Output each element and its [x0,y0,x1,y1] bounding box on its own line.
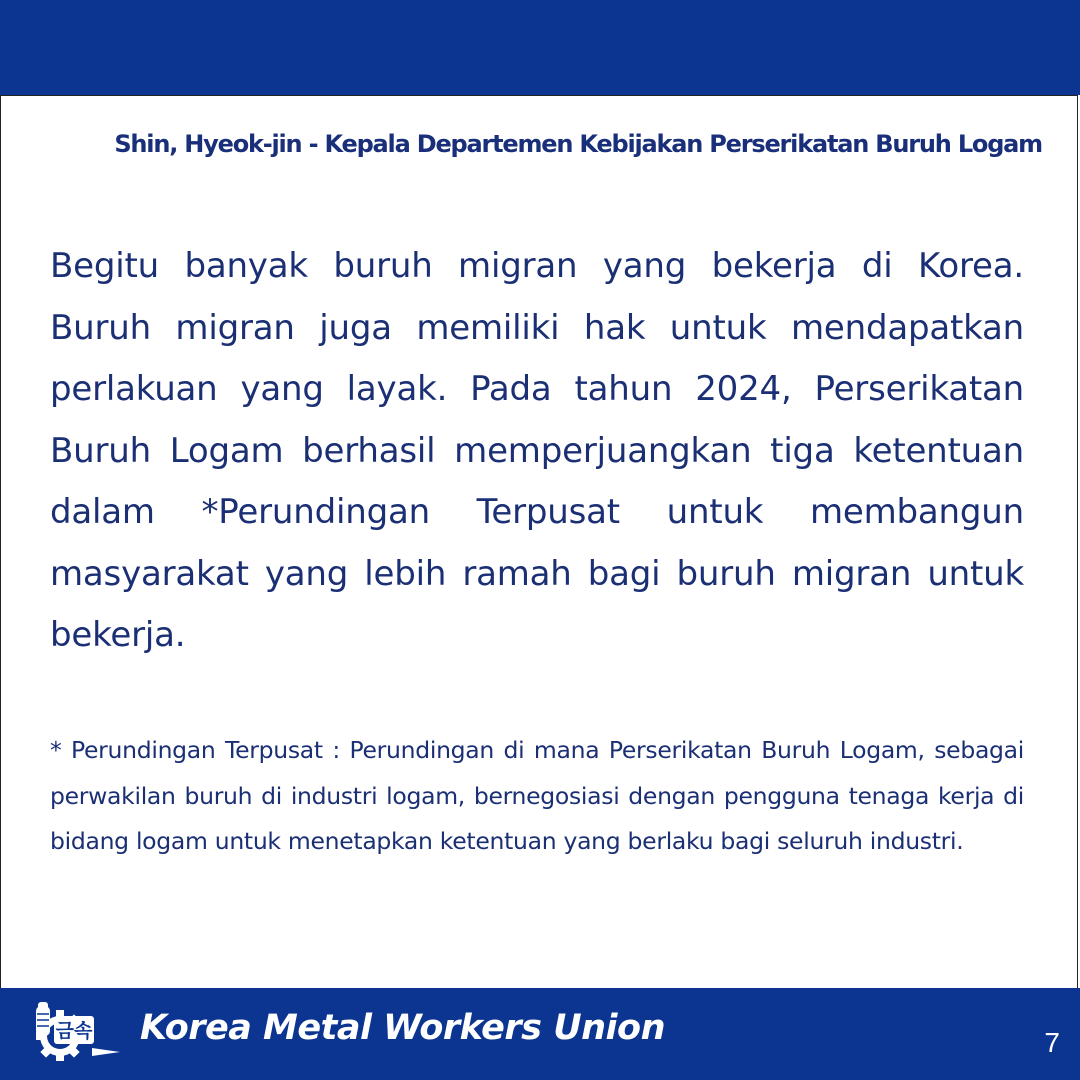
kmwu-logo-icon [34,1002,122,1062]
author-byline: Shin, Hyeok-jin - Kepala Departemen Kebijakan Perserikatan Buruh Logam [114,130,1042,158]
page-number: 7 [1044,1027,1060,1058]
main-paragraph: Begitu banyak buruh migran yang bekerja di Korea. Buruh migran juga memiliki hak untuk mendapatkan perlakuan yang layak. Pada tahun 2024, Perserikatan Buruh Logam berhasil memperjuangkan tiga ketentuan dalam *Perundingan Terpusat untuk membangun masyarakat yang lebih ramah bagi buruh migran untuk bekerja. [50,246,1024,655]
top-banner [0,0,1080,95]
logo-label: 금속 [55,1020,93,1042]
organization-name: Korea Metal Workers Union [140,1008,665,1048]
footnote-text: * Perundingan Terpusat : Perundingan di mana Perserikatan Buruh Logam, sebagai perwakilan buruh di industri logam, bernegosiasi dengan pengguna tenaga kerja di bidang logam untuk menetapkan ketentuan yang berlaku bagi seluruh industri. [50,736,1024,855]
